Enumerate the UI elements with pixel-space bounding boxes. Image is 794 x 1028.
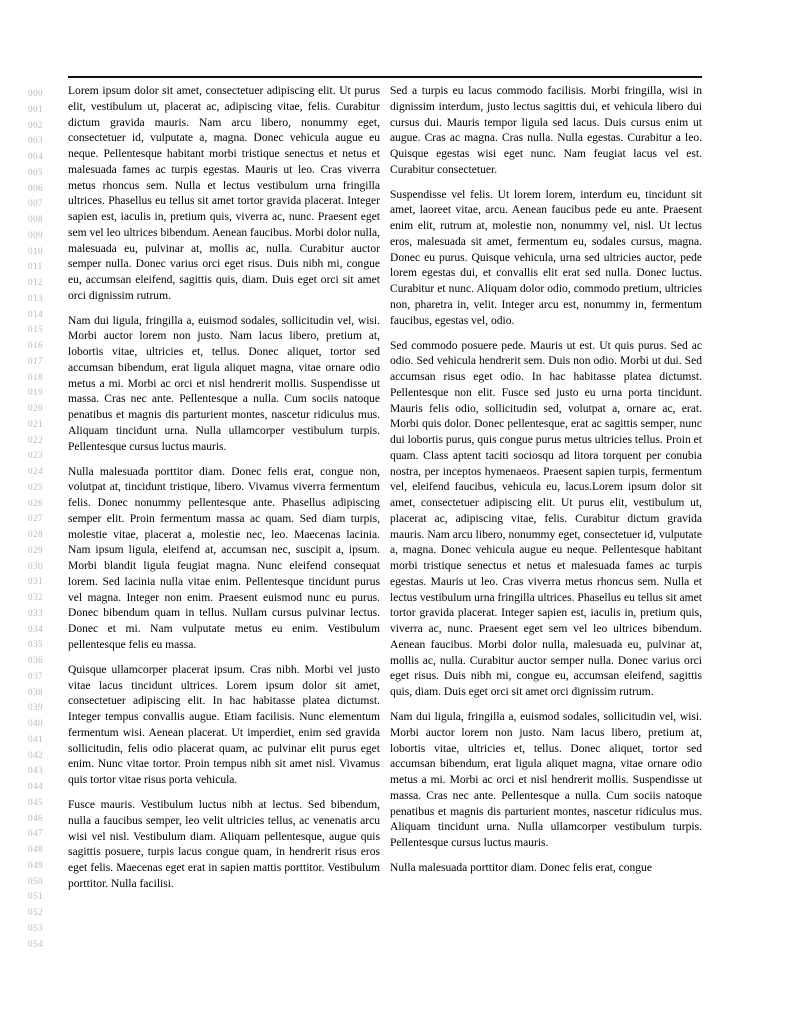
line-number: 034	[28, 623, 43, 634]
line-number: 031	[28, 576, 43, 587]
paragraph: Quisque ullamcorper placerat ipsum. Cras nibh. Morbi vel justo vitae lacus tincidunt ultrices. Lorem ipsum dolor sit amet, consectetuer adipiscing elit. In hac habitasse platea dictumst. Integer tempus convallis augue. Etiam facilisis. Nunc elementum fermentum wisi. Aenean placerat. Ut imperdiet, enim sed gravida sollicitudin, felis odio placerat quam, ac pulvinar elit purus eget enim. Nunc vitae tortor. Proin tempus nibh sit amet nisl. Vivamus quis tortor vitae risus porta vehicula.	[68, 663, 380, 787]
line-number: 024	[28, 466, 43, 476]
paragraph: Sed a turpis eu lacus commodo facilisis. Morbi fringilla, wisi in dignissim interdum, justo lectus sagittis dui, et vehicula libero dui cursus dui. Mauris tempor ligula sed lacus. Duis cursus enim ut augue. Cras ac magna. Cras nulla. Nulla egestas. Curabitur a leo. Quisque egestas wisi eget nunc. Nam feugiat lacus vel est. Curabitur consectetuer.	[390, 85, 702, 176]
line-number: 053	[28, 922, 43, 933]
column-right	[390, 84, 702, 964]
line-number: 047	[28, 828, 43, 839]
line-number: 043	[28, 765, 43, 776]
line-number: 052	[28, 907, 43, 917]
line-number: 038	[28, 686, 43, 697]
line-number: 029	[28, 544, 43, 555]
paragraph: Fusce mauris. Vestibulum luctus nibh at lectus. Sed bibendum, nulla a faucibus semper, leo velit ultricies tellus, ac venenatis arcu wisi vel nisl. Vestibulum diam. Aliquam pellentesque, augue quis sagittis posuere, turpis lacus congue quam, in hendrerit risus eros eget felis. Maecenas eget erat in sapien mattis porttitor. Vestibulum porttitor. Nulla facilisi.	[68, 799, 380, 890]
line-number: 019	[28, 387, 43, 398]
line-number: 033	[28, 607, 43, 618]
line-number: 041	[28, 733, 43, 744]
line-number: 040	[28, 718, 43, 728]
line-number: 030	[28, 560, 43, 571]
line-number: 036	[28, 655, 43, 665]
two-column-body	[68, 84, 702, 964]
paragraph: Lorem ipsum dolor sit amet, consectetuer adipiscing elit. Ut purus elit, vestibulum ut, placerat ac, adipiscing vitae, felis. Curabitur dictum gravida mauris. Nam arcu libero, nonummy eget, consectetuer id, vulputate a, magna. Donec vehicula augue eu neque. Pellentesque habitant morbi tristique senectus et netus et malesuada fames ac turpis egestas. Mauris ut leo. Cras viverra metus rhoncus sem. Nulla et lectus vestibulum urna fringilla ultrices. Phasellus eu tellus sit amet tortor gravida placerat. Integer sapien est, iaculis in, pretium quis, viverra ac, nunc. Praesent eget sem vel leo ultrices bibendum. Aenean faucibus. Morbi dolor nulla, malesuada eu, pulvinar at, mollis ac, nulla. Curabitur auctor semper nulla. Donec varius orci eget risus. Duis nibh mi, congue eu, accumsan eleifend, sagittis quis, diam. Duis eget orci sit amet orci dignissim rutrum.	[68, 85, 380, 302]
line-number: 001	[28, 103, 43, 114]
line-number: 013	[28, 292, 43, 303]
line-number: 020	[28, 403, 43, 413]
line-number: 050	[28, 875, 43, 886]
line-number: 017	[28, 355, 43, 366]
line-number: 049	[28, 859, 43, 870]
line-number: 007	[28, 198, 43, 209]
line-number: 010	[28, 245, 43, 256]
column-left	[68, 84, 380, 964]
line-number: 042	[28, 749, 43, 760]
line-number: 032	[28, 592, 43, 602]
line-number: 004	[28, 151, 43, 161]
paragraph: Nulla malesuada porttitor diam. Donec felis erat, congue non, volutpat at, tincidunt tristique, libero. Vivamus viverra fermentum felis. Donec nonummy pellentesque ante. Phasellus adipiscing semper elit. Proin fermentum massa ac quam. Sed diam turpis, molestie vitae, placerat a, molestie nec, leo. Maecenas lacinia. Nam ipsum ligula, eleifend at, accumsan nec, suscipit a, ipsum. Morbi blandit ligula feugiat magna. Nunc eleifend consequat lorem. Sed lacinia nulla vitae enim. Pellentesque tincidunt purus vel magna. Integer non enim. Praesent euismod nunc eu purus. Donec bibendum quam in tellus. Nullam cursus pulvinar lectus. Donec et mi. Nam vulputate metus eu enim. Vestibulum pellentesque felis eu massa.	[68, 465, 380, 651]
line-number: 044	[28, 781, 43, 791]
line-number: 011	[28, 261, 43, 272]
line-number: 025	[28, 481, 43, 492]
line-number: 021	[28, 418, 43, 429]
line-number: 006	[28, 182, 43, 193]
line-number: 016	[28, 340, 43, 350]
line-number: 046	[28, 812, 43, 823]
line-number: 035	[28, 639, 43, 650]
paragraph: Nulla malesuada porttitor diam. Donec felis erat, congue	[390, 862, 652, 874]
paragraph: Nam dui ligula, fringilla a, euismod sodales, sollicitudin vel, wisi. Morbi auctor lorem non justo. Nam lacus libero, pretium at, lobortis vitae, ultricies et, tellus. Donec aliquet, tortor sed accumsan bibendum, erat ligula aliquet magna, vitae ornare odio metus a mi. Morbi ac orci et nisl hendrerit mollis. Suspendisse ut massa. Cras nec ante. Pellentesque a nulla. Cum sociis natoque penatibus et magnis dis parturient montes, nascetur ridiculus mus. Aliquam tincidunt urna. Nulla ullamcorper vestibulum turpis. Pellentesque cursus luctus mauris.	[390, 711, 702, 850]
line-number: 027	[28, 513, 43, 524]
line-number: 045	[28, 796, 43, 807]
line-number: 022	[28, 434, 43, 445]
line-number: 028	[28, 529, 43, 539]
header-rule	[68, 76, 702, 78]
line-number: 039	[28, 702, 43, 713]
line-number: 008	[28, 214, 43, 224]
paragraph: Nam dui ligula, fringilla a, euismod sodales, sollicitudin vel, wisi. Morbi auctor lorem non justo. Nam lacus libero, pretium at, lobortis vitae, ultricies et, tellus. Donec aliquet, tortor sed accumsan bibendum, erat ligula aliquet magna, vitae ornare odio metus a mi. Morbi ac orci et nisl hendrerit mollis. Suspendisse ut massa. Cras nec ante. Pellentesque a nulla. Cum sociis natoque penatibus et magnis dis parturient montes, nascetur ridiculus mus. Aliquam tincidunt urna. Nulla ullamcorper vestibulum turpis. Pellentesque cursus luctus mauris.	[68, 314, 380, 453]
line-number: 023	[28, 450, 43, 461]
line-number: 014	[28, 308, 43, 319]
line-number-gutter	[28, 86, 64, 952]
line-number: 037	[28, 670, 43, 681]
line-number: 015	[28, 324, 43, 335]
line-number: 026	[28, 497, 43, 508]
paragraph: Sed commodo posuere pede. Mauris ut est. Ut quis purus. Sed ac odio. Sed vehicula hendrerit sem. Duis non odio. Morbi ut dui. Sed accumsan risus eget odio. In hac habitasse platea dictumst. Pellentesque non elit. Fusce sed justo eu urna porta tincidunt. Mauris felis odio, sollicitudin sed, volutpat a, ornare ac, erat. Morbi quis dolor. Donec pellentesque, erat ac sagittis semper, nunc dui lobortis purus, quis congue purus metus ultricies tellus. Proin et quam. Class aptent taciti sociosqu ad litora torquent per conubia nostra, per inceptos hymenaeos. Praesent sapien turpis, fermentum vel, eleifend faucibus, vehicula eu, lacus.Lorem ipsum dolor sit amet, consectetuer adipiscing elit. Ut purus elit, vestibulum ut, placerat ac, adipiscing vitae, felis. Curabitur dictum gravida mauris. Nam arcu libero, nonummy eget, consectetuer id, vulputate a, magna. Donec vehicula augue eu neque. Pellentesque habitant morbi tristique senectus et netus et malesuada fames ac turpis egestas. Mauris ut leo. Cras viverra metus rhoncus sem. Nulla et lectus vestibulum urna fringilla ultrices. Phasellus eu tellus sit amet tortor gravida placerat. Integer sapien est, iaculis in, pretium quis, viverra ac, nunc. Praesent eget sem vel leo ultrices bibendum. Aenean faucibus. Morbi dolor nulla, malesuada eu, pulvinar at, mollis ac, nulla. Curabitur auctor semper nulla. Donec varius orci eget risus. Duis nibh mi, congue eu, accumsan eleifend, sagittis quis, diam. Duis eget orci sit amet orci dignissim rutrum.	[390, 339, 702, 699]
line-number: 012	[28, 277, 43, 287]
line-number: 048	[28, 844, 43, 854]
line-number: 051	[28, 891, 43, 902]
line-number: 005	[28, 166, 43, 177]
line-number: 018	[28, 371, 43, 382]
line-number: 009	[28, 229, 43, 240]
line-number: 002	[28, 119, 43, 130]
line-number: 003	[28, 135, 43, 146]
line-number: 054	[28, 938, 43, 949]
paragraph: Suspendisse vel felis. Ut lorem lorem, interdum eu, tincidunt sit amet, laoreet vitae, arcu. Aenean faucibus pede eu ante. Praesent enim elit, rutrum at, molestie non, nonummy vel, nisl. Ut lectus eros, malesuada sit amet, fermentum eu, sodales cursus, magna. Donec eu purus. Quisque vehicula, urna sed ultricies auctor, pede lorem egestas dui, et convallis elit erat sed nulla. Donec luctus. Curabitur et nunc. Aliquam dolor odio, commodo pretium, ultricies non, pharetra in, velit. Integer arcu est, nonummy in, fermentum faucibus, egestas vel, odio.	[390, 188, 702, 327]
line-number: 000	[28, 88, 43, 98]
